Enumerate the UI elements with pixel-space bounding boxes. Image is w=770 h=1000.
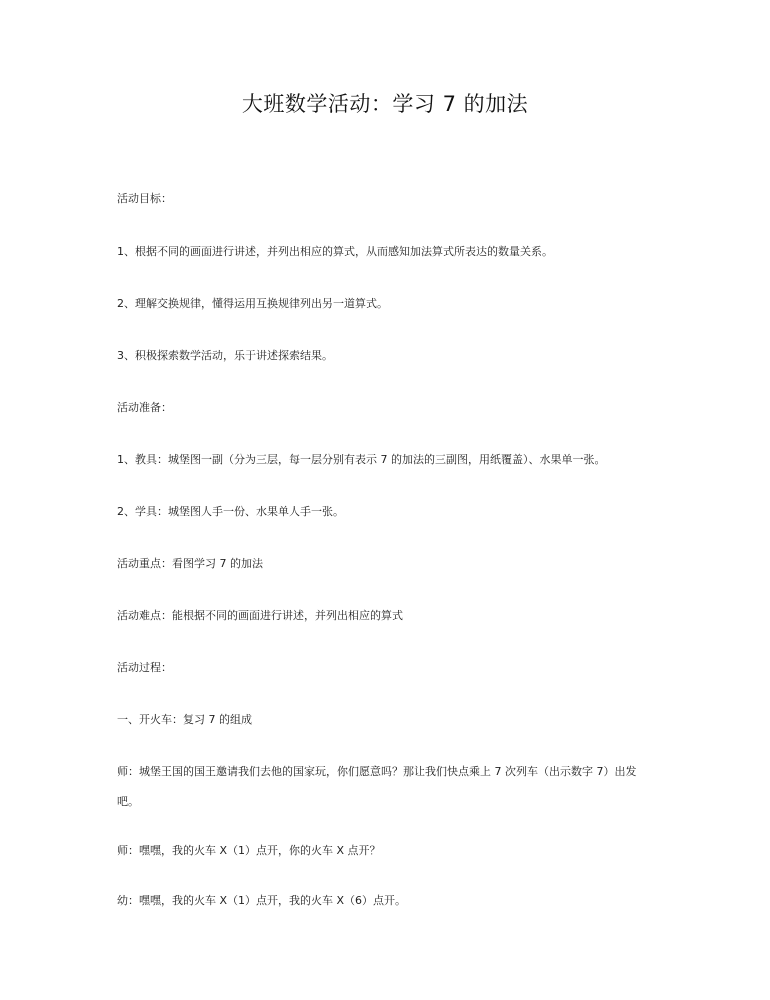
section-heading-preparation: 活动准备： [117, 401, 172, 414]
document-title: 大班数学活动：学习 7 的加法 [241, 92, 529, 116]
paragraph-teacher-1: 师：城堡王国的国王邀请我们去他的国家玩，你们愿意吗？那让我们快点乘上 7 次列车（出示数字 7）出发吧。 [117, 765, 637, 808]
paragraph-goal-1: 1、根据不同的画面进行讲述，并列出相应的算式，从而感知加法算式所表达的数量关系。 [117, 245, 553, 258]
paragraph-prep-1: 1、教具：城堡图一副（分为三层，每一层分别有表示 7 的加法的三副图，用纸覆盖）、水果单一张。 [117, 453, 606, 466]
section-heading-process: 活动过程： [117, 661, 172, 674]
paragraph-prep-2: 2、学具：城堡图人手一份、水果单人手一张。 [117, 505, 344, 518]
paragraph-key-point: 活动重点：看图学习 7 的加法 [117, 557, 263, 570]
paragraph-teacher-2: 师：嘿嘿，我的火车 X（1）点开，你的火车 X 点开？ [117, 844, 381, 857]
paragraph-goal-2: 2、理解交换规律，懂得运用互换规律列出另一道算式。 [117, 297, 388, 310]
paragraph-difficulty: 活动难点：能根据不同的画面进行讲述，并列出相应的算式 [117, 609, 403, 622]
paragraph-step-1: 一、开火车：复习 7 的组成 [117, 713, 252, 726]
paragraph-child-1: 幼：嘿嘿，我的火车 X（1）点开，我的火车 X（6）点开。 [117, 894, 407, 907]
paragraph-goal-3: 3、积极探索数学活动，乐于讲述探索结果。 [117, 349, 333, 362]
section-heading-goals: 活动目标： [117, 192, 172, 205]
